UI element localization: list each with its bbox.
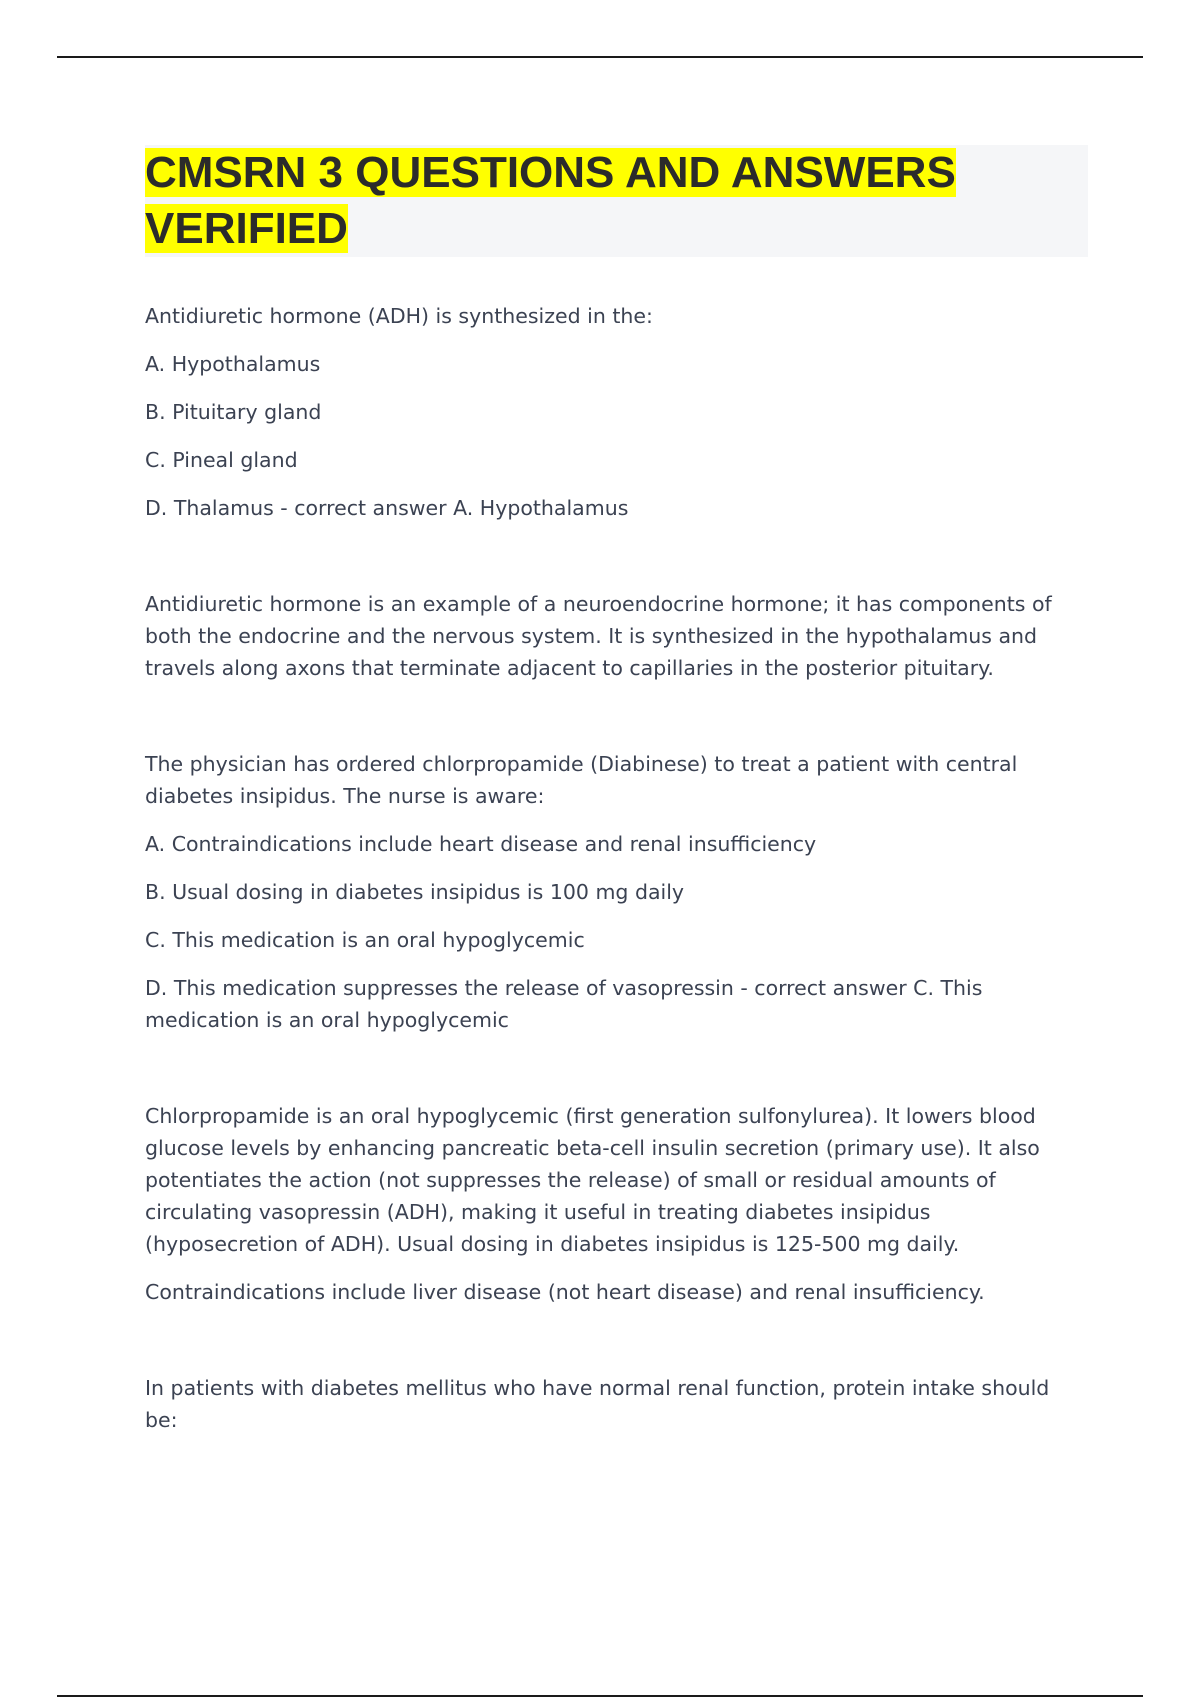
- question-2-text: The physician has ordered chlorpropamide (Diabinese) to treat a patient with central diabetes insipidus. The nurse is aware:: [145, 752, 1018, 808]
- question-3-text: In patients with diabetes mellitus who have normal renal function, protein intake should be:: [145, 1376, 1050, 1432]
- question-1-option-b: B. Pituitary gland: [145, 400, 322, 424]
- document-title: [145, 145, 1088, 257]
- top-divider: [57, 56, 1143, 58]
- question-2-option-a: A. Contraindications include heart disease and renal insufficiency: [145, 832, 817, 856]
- question-1-text: Antidiuretic hormone (ADH) is synthesized in the:: [145, 304, 653, 328]
- question-1-explanation: Antidiuretic hormone is an example of a neuroendocrine hormone; it has components of both the endocrine and the nervous system. It is synthesized in the hypothalamus and travels along axons that terminate adjacent to capillaries in the posterior pituitary.: [145, 592, 1052, 680]
- question-2-option-d-answer: D. This medication suppresses the release of vasopressin - correct answer C. This medication is an oral hypoglycemic: [145, 976, 983, 1032]
- document-body: [145, 300, 1085, 1452]
- question-2-explanation-2: Contraindications include liver disease (not heart disease) and renal insufficiency.: [145, 1280, 985, 1304]
- bottom-divider: [57, 1695, 1143, 1697]
- title-block: [145, 145, 1088, 257]
- question-1-option-a: A. Hypothalamus: [145, 352, 321, 376]
- question-2-option-c: C. This medication is an oral hypoglycemic: [145, 928, 585, 952]
- question-2-option-b: B. Usual dosing in diabetes insipidus is 100 mg daily: [145, 880, 685, 904]
- question-1-option-c: C. Pineal gland: [145, 448, 298, 472]
- title-line-2: VERIFIED: [145, 204, 348, 253]
- question-2-explanation-1: Chlorpropamide is an oral hypoglycemic (first generation sulfonylurea). It lowers blood glucose levels by enhancing pancreatic beta-cell insulin secretion (primary use). It also potentiates the action (not suppresses the release) of small or residual amounts of circulating vasopressin (ADH), making it useful in treating diabetes insipidus (hyposecretion of ADH). Usual dosing in diabetes insipidus is 125-500 mg daily.: [145, 1104, 1040, 1256]
- question-1-option-d-answer: D. Thalamus - correct answer A. Hypothalamus: [145, 496, 629, 520]
- title-line-1: CMSRN 3 QUESTIONS AND ANSWERS: [145, 148, 956, 197]
